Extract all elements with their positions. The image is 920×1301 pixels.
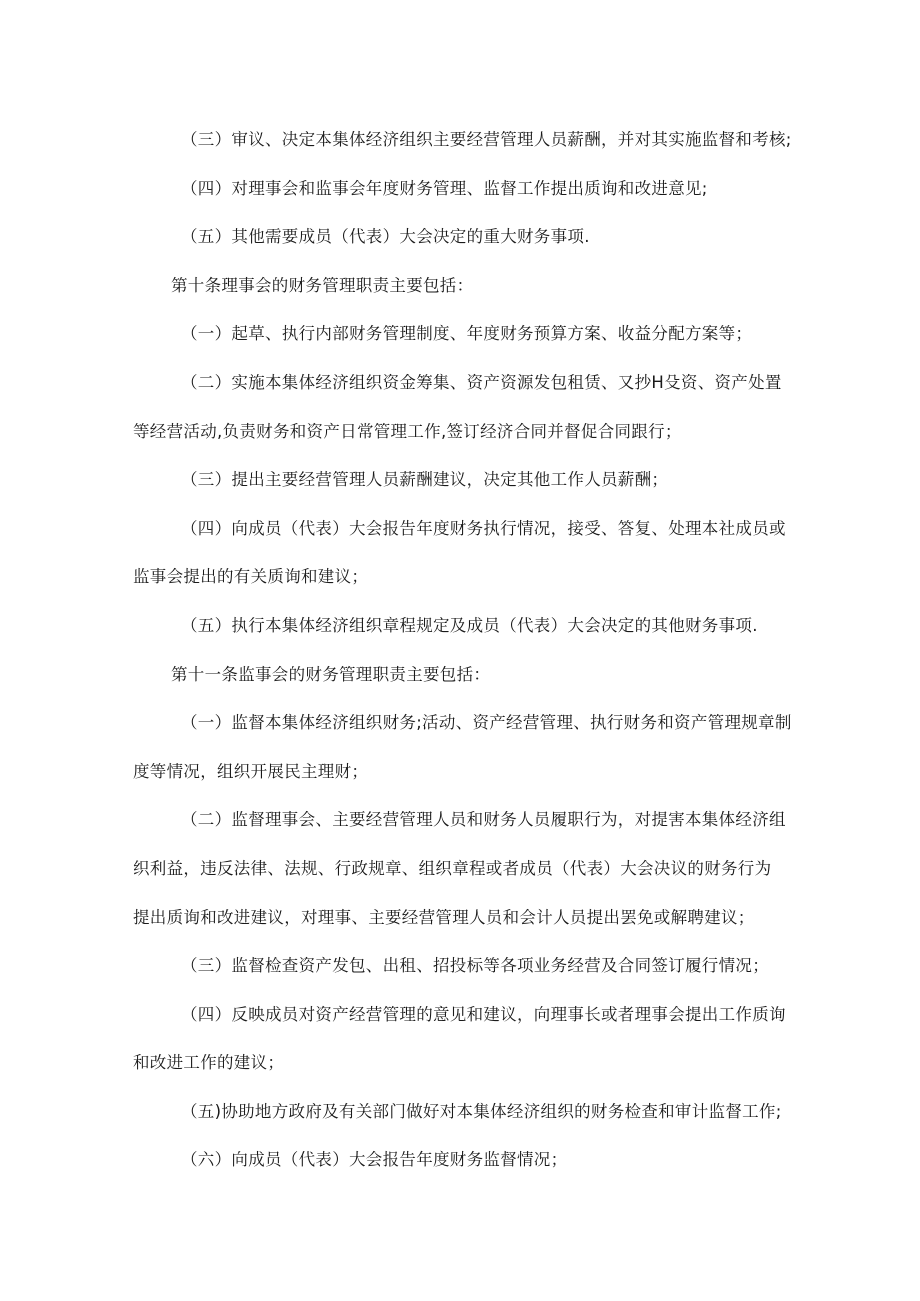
paragraph-line: （二）监督理事会、主要经营管理人员和财务人员履职行为，对提害本集体经济组 <box>181 810 786 830</box>
paragraph-line: 度等情况，组织开展民主理财； <box>133 761 369 781</box>
paragraph-line: （三）提出主要经营管理人员薪酬建议，决定其他工作人员薪酬； <box>181 470 669 490</box>
paragraph-line: （四）对理事会和监事会年度财务管理、监督工作提出质询和改进意见; <box>181 178 708 198</box>
document-body <box>133 116 798 1185</box>
paragraph-line: （四）向成员（代表）大会报告年度财务执行情况，接受、答复、处理本社成员或 <box>181 518 786 538</box>
paragraph-line: （五）执行本集体经济组织章程规定及成员（代表）大会决定的其他财务事项. <box>181 615 758 635</box>
article-heading: 第十条理事会的财务管理职责主要包括： <box>171 275 474 295</box>
paragraph-line: （一）监督本集体经济组织财务;活动、资产经营管理、执行财务和资产管理规章制 <box>181 713 792 733</box>
paragraph-line: 等经营活动,负责财务和资产日常管理工作,签订经济合同并督促合同跟行； <box>133 421 682 441</box>
paragraph-line: 和改进工作的建议； <box>133 1053 285 1073</box>
paragraph-line: （四）反映成员对资产经营管理的意见和建议，向理事长或者理事会提出工作质询 <box>181 1004 786 1024</box>
paragraph-line: （三）监督检查资产发包、出租、招投标等各项业务经营及合同签订履行情况； <box>181 956 769 976</box>
paragraph-line: （一）起草、执行内部财务管理制度、年度财务预算方案、收益分配方案等； <box>181 324 753 344</box>
article-heading: 第十一条监事会的财务管理职责主要包括： <box>171 664 491 684</box>
paragraph-line: （三）审议、决定本集体经济组织主要经营管理人员薪酬，并对其实施监督和考核; <box>181 130 792 149</box>
paragraph-line: （五）其他需要成员（代表）大会决定的重大财务事项. <box>181 227 590 247</box>
paragraph-line: 织利益，违反法律、法规、行政规章、组织章程或者成员（代表）大会决议的财务行为 <box>133 858 772 878</box>
paragraph-line: 监事会提出的有关质询和建议； <box>133 567 369 587</box>
paragraph-line: （六）向成员（代表）大会报告年度财务监督情况； <box>181 1150 568 1170</box>
paragraph-line: 提出质询和改进建议，对理事、主要经营管理人员和会计人员提出罢免或解聘建议； <box>133 907 755 927</box>
paragraph-line: （五)协助地方政府及有关部门做好对本集体经济组织的财务检查和审计监督工作; <box>181 1101 782 1121</box>
paragraph-line: （二）实施本集体经济组织资金筹集、资产资源发包租赁、又抄H殳资、资产处置 <box>181 372 782 392</box>
